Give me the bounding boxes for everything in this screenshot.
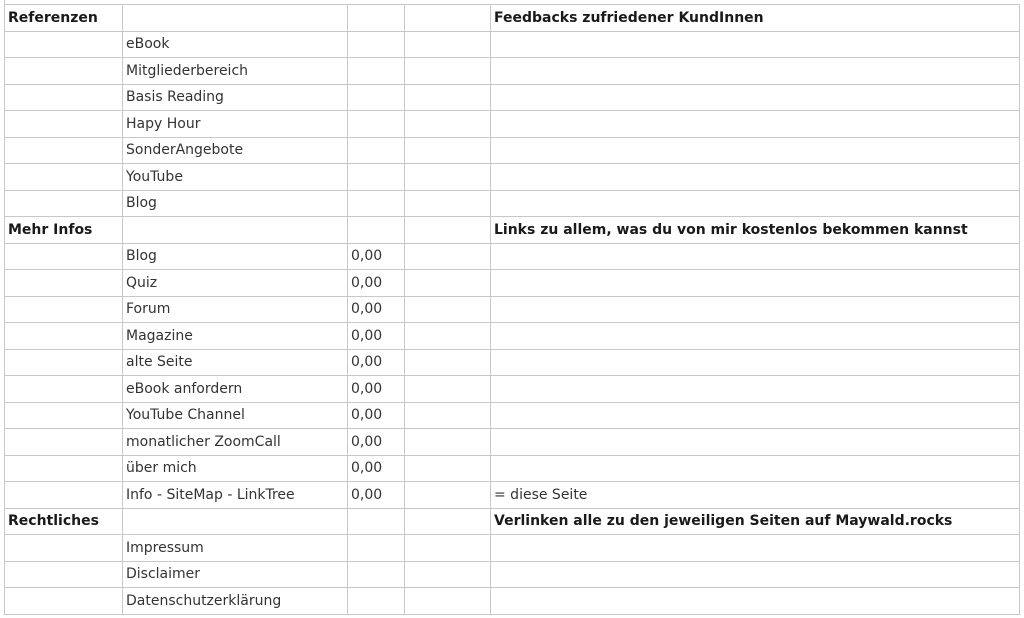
table-row [5, 349, 1020, 376]
row-value [348, 111, 405, 138]
row-label[interactable]: Info - SiteMap - LinkTree [123, 482, 348, 509]
empty-cell [5, 561, 123, 588]
row-value [348, 588, 405, 615]
empty-cell [405, 217, 491, 244]
empty-cell [123, 508, 348, 535]
row-label[interactable]: Disclaimer [123, 561, 348, 588]
row-note [491, 402, 1020, 429]
row-note [491, 429, 1020, 456]
table-row [5, 58, 1020, 85]
empty-cell [405, 402, 491, 429]
empty-cell [5, 137, 123, 164]
row-note [491, 270, 1020, 297]
empty-cell [123, 5, 348, 32]
row-label[interactable]: alte Seite [123, 349, 348, 376]
row-label[interactable]: Basis Reading [123, 84, 348, 111]
empty-cell [405, 561, 491, 588]
empty-cell [5, 270, 123, 297]
row-note [491, 190, 1020, 217]
empty-cell [5, 296, 123, 323]
row-label[interactable]: Impressum [123, 535, 348, 562]
row-note [491, 323, 1020, 350]
table-row [5, 164, 1020, 191]
table-row [5, 376, 1020, 403]
row-note: = diese Seite [491, 482, 1020, 509]
table-row [5, 111, 1020, 138]
row-label[interactable]: Blog [123, 243, 348, 270]
row-label[interactable]: über mich [123, 455, 348, 482]
section-title: Rechtliches [5, 508, 123, 535]
empty-cell [348, 508, 405, 535]
empty-cell [123, 217, 348, 244]
row-note [491, 376, 1020, 403]
row-label[interactable]: Quiz [123, 270, 348, 297]
row-label[interactable]: Hapy Hour [123, 111, 348, 138]
empty-cell [5, 455, 123, 482]
empty-cell [348, 5, 405, 32]
row-note [491, 535, 1020, 562]
row-label[interactable]: Datenschutzerklärung [123, 588, 348, 615]
empty-cell [5, 349, 123, 376]
table-row [5, 296, 1020, 323]
row-value: 0,00 [348, 376, 405, 403]
empty-cell [5, 482, 123, 509]
section-header-row [5, 508, 1020, 535]
row-value: 0,00 [348, 243, 405, 270]
row-note [491, 137, 1020, 164]
row-note [491, 243, 1020, 270]
empty-cell [405, 164, 491, 191]
row-value [348, 58, 405, 85]
table-row [5, 84, 1020, 111]
section-title: Referenzen [5, 5, 123, 32]
empty-cell [5, 323, 123, 350]
empty-cell [405, 349, 491, 376]
empty-cell [405, 455, 491, 482]
table-row [5, 323, 1020, 350]
row-note [491, 588, 1020, 615]
row-value: 0,00 [348, 296, 405, 323]
row-note [491, 561, 1020, 588]
empty-cell [5, 535, 123, 562]
row-label[interactable]: YouTube Channel [123, 402, 348, 429]
empty-cell [5, 164, 123, 191]
table-row [5, 535, 1020, 562]
empty-cell [405, 508, 491, 535]
table-row [5, 402, 1020, 429]
row-label[interactable]: eBook [123, 31, 348, 58]
empty-cell [5, 58, 123, 85]
row-value: 0,00 [348, 402, 405, 429]
empty-cell [405, 58, 491, 85]
row-label[interactable]: Blog [123, 190, 348, 217]
row-value: 0,00 [348, 429, 405, 456]
table-row [5, 31, 1020, 58]
section-note: Feedbacks zufriedener KundInnen [491, 5, 1020, 32]
table-row [5, 455, 1020, 482]
row-note [491, 111, 1020, 138]
row-note [491, 58, 1020, 85]
row-value [348, 561, 405, 588]
empty-cell [5, 84, 123, 111]
row-value: 0,00 [348, 455, 405, 482]
row-value [348, 137, 405, 164]
empty-cell [5, 243, 123, 270]
row-value: 0,00 [348, 323, 405, 350]
empty-cell [5, 111, 123, 138]
row-value [348, 190, 405, 217]
row-note [491, 349, 1020, 376]
section-header-row [5, 217, 1020, 244]
row-note [491, 31, 1020, 58]
row-value: 0,00 [348, 482, 405, 509]
empty-cell [405, 137, 491, 164]
empty-cell [5, 190, 123, 217]
empty-cell [405, 588, 491, 615]
empty-cell [348, 217, 405, 244]
row-note [491, 296, 1020, 323]
table-row [5, 429, 1020, 456]
row-note [491, 84, 1020, 111]
empty-cell [5, 31, 123, 58]
section-title: Mehr Infos [5, 217, 123, 244]
empty-cell [405, 111, 491, 138]
row-value [348, 535, 405, 562]
table-row [5, 270, 1020, 297]
row-label[interactable]: YouTube [123, 164, 348, 191]
row-value [348, 84, 405, 111]
empty-cell [405, 5, 491, 32]
empty-cell [5, 402, 123, 429]
row-note [491, 164, 1020, 191]
section-note: Links zu allem, was du von mir kostenlos bekommen kannst [491, 217, 1020, 244]
section-note: Verlinken alle zu den jeweiligen Seiten auf Maywald.rocks [491, 508, 1020, 535]
empty-cell [405, 270, 491, 297]
sitemap-table-body [5, 5, 1020, 615]
empty-cell [405, 535, 491, 562]
table-row [5, 482, 1020, 509]
row-label[interactable]: monatlicher ZoomCall [123, 429, 348, 456]
empty-cell [405, 84, 491, 111]
row-label[interactable]: Magazine [123, 323, 348, 350]
row-value: 0,00 [348, 349, 405, 376]
empty-cell [405, 243, 491, 270]
empty-cell [5, 588, 123, 615]
row-label[interactable]: SonderAngebote [123, 137, 348, 164]
row-value [348, 164, 405, 191]
empty-cell [405, 296, 491, 323]
sitemap-table [4, 4, 1020, 615]
empty-cell [405, 190, 491, 217]
section-header-row [5, 5, 1020, 32]
empty-cell [405, 31, 491, 58]
row-value [348, 31, 405, 58]
table-row [5, 243, 1020, 270]
empty-cell [405, 482, 491, 509]
table-row [5, 561, 1020, 588]
row-note [491, 455, 1020, 482]
empty-cell [5, 429, 123, 456]
row-label[interactable]: Mitgliederbereich [123, 58, 348, 85]
empty-cell [405, 376, 491, 403]
table-row [5, 190, 1020, 217]
empty-cell [405, 429, 491, 456]
table-row [5, 588, 1020, 615]
table-row [5, 137, 1020, 164]
row-value: 0,00 [348, 270, 405, 297]
row-label[interactable]: Forum [123, 296, 348, 323]
empty-cell [405, 323, 491, 350]
empty-cell [5, 376, 123, 403]
row-label[interactable]: eBook anfordern [123, 376, 348, 403]
